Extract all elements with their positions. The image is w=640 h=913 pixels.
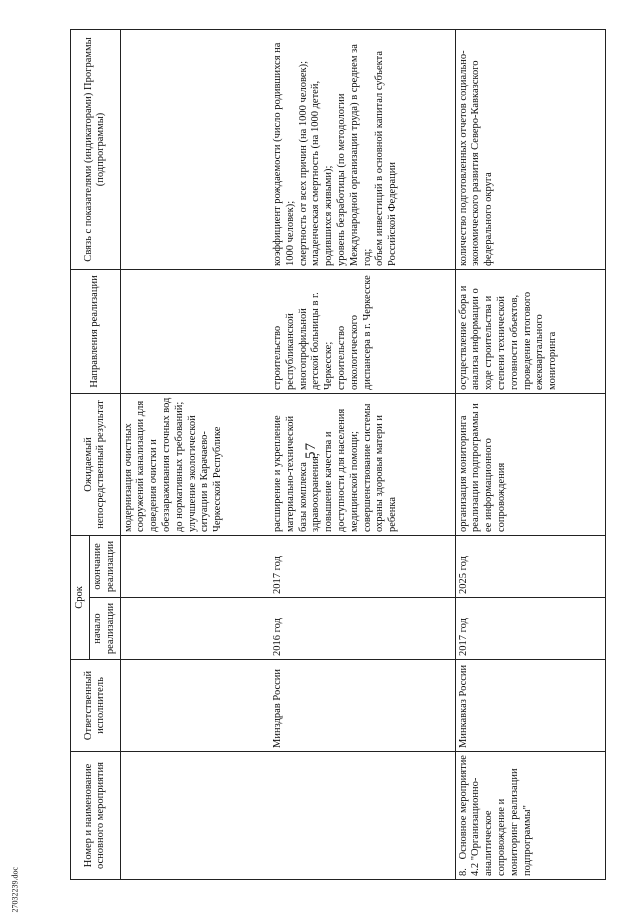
rotated-table-sheet [70, 30, 630, 880]
cell-executor [120, 660, 270, 752]
direction-line: осуществление сбора и анализа информации о ходе строительства и степени технической готовности объектов, проведение итогового ежеквартального мониторинга [457, 285, 559, 390]
result-line: улучшение экологической ситуации в Карачаево-Черкесской Республике [186, 415, 224, 532]
cell-indicators [270, 29, 455, 269]
table-row [455, 29, 605, 879]
cell-indicators [455, 29, 605, 269]
header-term: Срок [71, 535, 90, 659]
direction-line: строительство республиканской многопрофильной детской больницы в г. Черкесске; [272, 292, 335, 390]
cell-end [120, 535, 270, 597]
row-number: 8. [457, 868, 469, 876]
result-line: модернизация очистных сооружений канализации для доведения очистки и обеззараживания сточных вод до нормативных требований; [122, 397, 185, 532]
header-directions: Направления реализации [71, 269, 121, 393]
indicator-line: младенческая смертность (на 1000 детей, родившихся живыми); [310, 80, 335, 266]
header-indicators: Связь с показателями (индикаторами) Программы (подпрограммы) [71, 29, 121, 269]
header-executor: Ответственный исполнитель [71, 660, 121, 752]
cell-result [120, 393, 270, 535]
indicator-line: коэффициент рождаемости (число родившихся на 1000 человек); [272, 42, 296, 266]
cell-start: 2017 год [455, 598, 605, 660]
result-line: расширение и укрепление материально-технической базы комплекса здравоохранения; [272, 415, 322, 532]
cell-directions [120, 269, 270, 393]
cell-number-name [270, 752, 455, 880]
cell-number-name [120, 752, 270, 880]
cell-indicators [120, 29, 270, 269]
cell-end: 2017 год [270, 535, 455, 597]
table-row [270, 29, 455, 879]
header-start: начало реализации [90, 598, 121, 660]
header-end: окончание реализации [90, 535, 121, 597]
header-number-name: Номер и наименование основного мероприятия [71, 752, 121, 880]
header-result: Ожидаемый непосредственный результат [71, 393, 121, 535]
measure-name: Основное мероприятие 4.2 "Организационно-аналитическое сопровождение и мониторинг реализации подпрограммы" [457, 755, 533, 876]
cell-result [455, 393, 605, 535]
cell-executor: Минздрав России [270, 660, 455, 752]
result-line: повышение качества и доступности для населения медицинской помощи; [323, 408, 360, 532]
indicator-line: смертность от всех причин (на 1000 человек); [297, 60, 309, 266]
cell-executor: Минкавказ России [455, 660, 605, 752]
cell-end: 2025 год [455, 535, 605, 597]
result-line: совершенствование системы охраны здоровья матери и ребенка [361, 403, 399, 532]
table-header-row [71, 29, 90, 879]
cell-result [270, 393, 455, 535]
indicator-line: количество подготовленных отчетов социально-экономического развития Северо-Кавказского федерального округа [457, 50, 495, 266]
indicator-line: уровень безработицы (по методологии Международной организации труда) в среднем за год; [336, 44, 373, 266]
cell-directions [455, 269, 605, 393]
result-line: организация мониторинга реализации подпрограммы и ее информационного сопровождения [457, 403, 507, 532]
table-row [120, 29, 270, 879]
page-number: 57 [303, 442, 319, 459]
cell-start: 2016 год [270, 598, 455, 660]
footer-document-code: 27032239.doc [10, 866, 20, 913]
indicator-line: объем инвестиций в основной капитал субъекта Российской Федерации [374, 51, 399, 266]
cell-start [120, 598, 270, 660]
measures-table [70, 29, 606, 880]
cell-number-name [455, 752, 605, 880]
cell-directions [270, 269, 455, 393]
direction-line: строительство онкологического диспансера в г. Черкесске [336, 275, 373, 390]
